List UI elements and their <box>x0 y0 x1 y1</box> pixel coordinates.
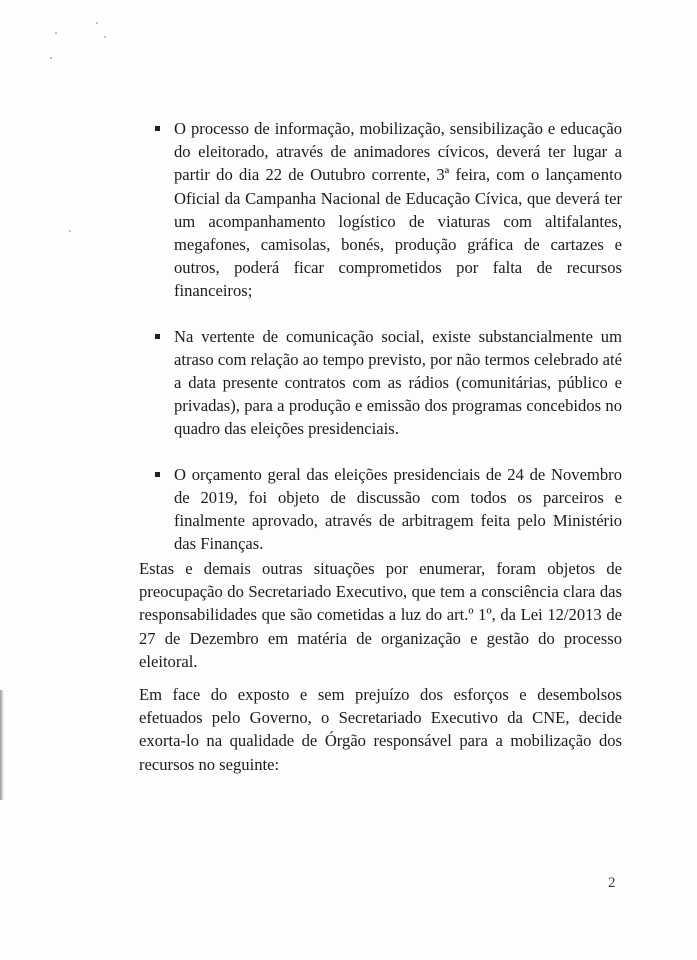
square-bullet-icon <box>155 126 160 131</box>
bullet-item <box>150 463 622 556</box>
square-bullet-icon <box>155 334 160 339</box>
scan-speck <box>55 32 57 34</box>
body-paragraph: Em face do exposto e sem prejuízo dos esforços e desembolsos efetuados pelo Governo, o Secretariado Executivo da CNE, decide exorta-lo na qualidade de Órgão responsável para a mobilização dos recursos no seguinte: <box>139 685 622 774</box>
scan-speck <box>96 22 98 24</box>
scan-speck <box>50 57 52 59</box>
square-bullet-icon <box>155 472 160 477</box>
bullet-text: O processo de informação, mobilização, sensibilização e educação do eleitorado, através de animadores cívicos, deverá ter lugar a partir do dia 22 de Outubro corrente, 3ª feira, com o lançamento Oficial da Campanha Nacional de Educação Cívica, que deverá ter um acompanhamento logístico de viaturas com altifalantes, megafones, camisolas, bonés, produção gráfica de cartazes e outros, poderá ficar comprometidos por falta de recursos financeiros; <box>174 119 622 301</box>
bullet-item <box>150 117 622 303</box>
scan-speck <box>69 230 71 232</box>
bullet-item <box>150 325 622 441</box>
bullet-list <box>150 117 622 577</box>
scan-speck <box>104 36 106 38</box>
bullet-text: O orçamento geral das eleições presidenciais de 24 de Novembro de 2019, foi objeto de discussão com todos os parceiros e finalmente aprovado, através de arbitragem feita pelo Ministério das Finanças. <box>174 464 622 554</box>
page-number: 2 <box>608 875 616 891</box>
scan-edge-shadow <box>0 690 4 800</box>
bullet-text: Na vertente de comunicação social, existe substancialmente um atraso com relação ao tempo previsto, por não termos celebrado até a data presente contratos com as rádios (comunitárias, público e privadas), para a produção e emissão dos programas concebidos no quadro das eleições presidenciais. <box>174 326 622 439</box>
body-paragraph: Estas e demais outras situações por enumerar, foram objetos de preocupação do Secretariado Executivo, que tem a consciência clara das responsabilidades que são cometidas a luz do art.º 1º, da Lei 12/2013 de 27 de Dezembro em matéria de organização e gestão do processo eleitoral. <box>139 559 622 671</box>
